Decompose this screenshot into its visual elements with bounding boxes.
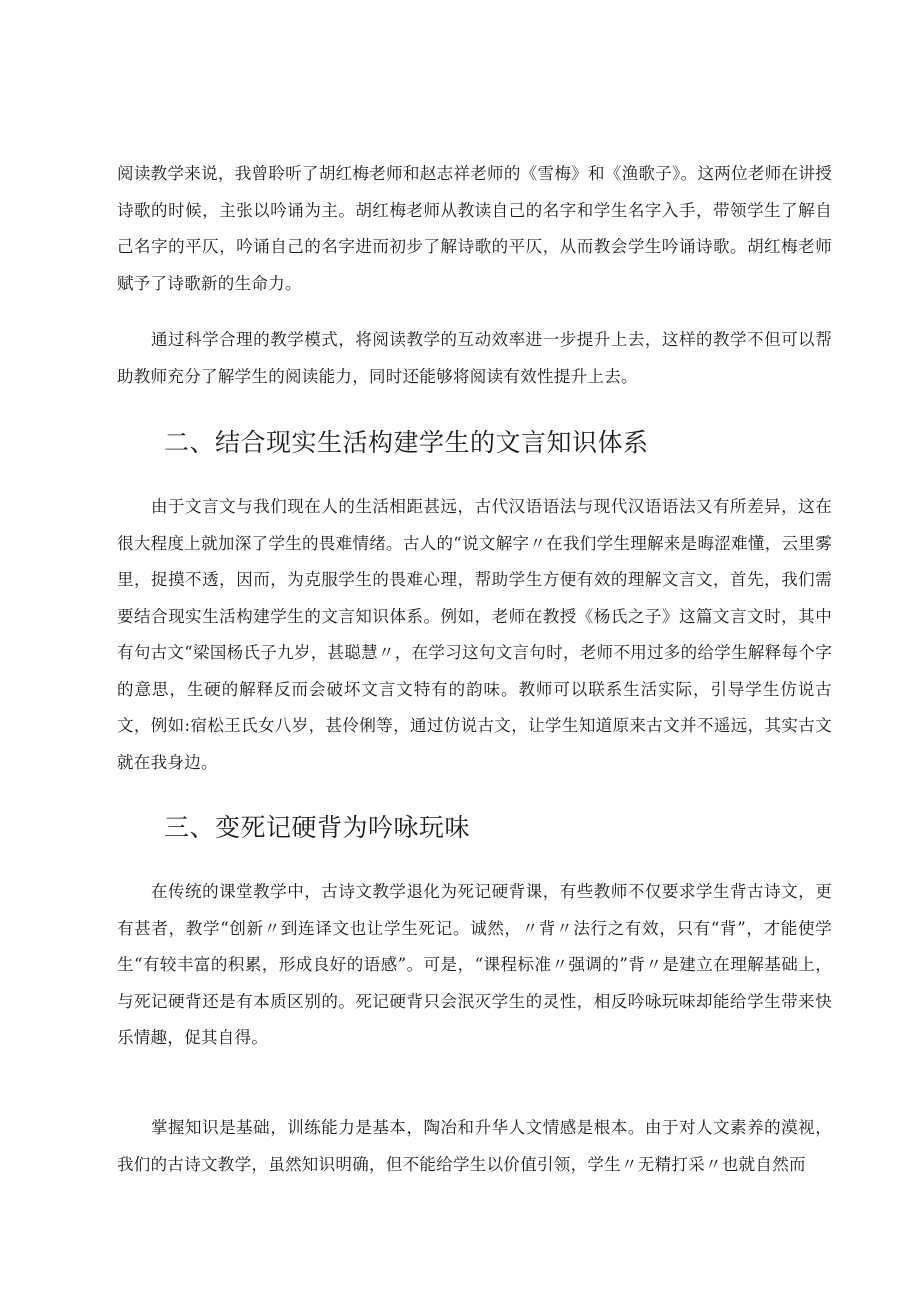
paragraph-knowledge-foundation: 掌握知识是基础，训练能力是基本，陶冶和升华人文情感是根本。由于对人文素养的漠视，我们的古诗文教学，虽然知识明确，但不能给学生以价值引领，学生〃无精打采〃也就自然而 xyxy=(117,1118,832,1174)
paragraph-reading-teaching-example: 阅读教学来说，我曾聆听了胡红梅老师和赵志祥老师的《雪梅》和《渔歌子》。这两位老师在讲授诗歌的时候，主张以吟诵为主。胡红梅老师从教读自己的名字和学生名字入手，带领学生了解自己名字的平仄，吟诵自己的名字进而初步了解诗歌的平仄，从而教会学生吟诵诗歌。胡红梅老师赋予了诗歌新的生命力。 xyxy=(117,164,832,293)
section-heading-3: 三、变死记硬背为吟咏玩味 xyxy=(164,813,471,842)
paragraph-teaching-mode: 通过科学合理的教学模式，将阅读教学的互动效率进一步提升上去，这样的教学不但可以帮助教师充分了解学生的阅读能力，同时还能够将阅读有效性提升上去。 xyxy=(117,330,832,386)
paragraph-rote-memorization: 在传统的课堂教学中，古诗文教学退化为死记硬背课，有些教师不仅要求学生背古诗文，更有甚者，教学“创新〃到连译文也让学生死记。诚然，〃背〃法行之有效，只有“背”，才能使学生“有较丰富的积累，形成良好的语感”。可是，“课程标准〃强调的”背〃是建立在理解基础上，与死记硬背还是有本质区别的。死记硬背只会泯灭学生的灵性，相反吟咏玩味却能给学生带来快乐情趣，促其自得。 xyxy=(117,882,832,1047)
paragraph-classical-chinese-knowledge: 由于文言文与我们现在人的生活相距甚远，古代汉语语法与现代汉语语法又有所差异，这在很大程度上就加深了学生的畏难情绪。古人的“说文解字〃在我们学生理解来是晦涩难懂，云里雾里，捉摸不透，因而，为克服学生的畏难心理，帮助学生方便有效的理解文言文，首先，我们需要结合现实生活构建学生的文言知识体系。例如，老师在教授《杨氏之子》这篇文言文时，其中有句古文“梁国杨氏子九岁，甚聪慧〃，在学习这句文言句时，老师不用过多的给学生解释每个字的意思，生硬的解释反而会破坏文言文特有的韵味。教师可以联系生活实际，引导学生仿说古文，例如:宿松王氏女八岁，甚伶俐等，通过仿说古文，让学生知道原来古文并不遥远，其实古文就在我身边。 xyxy=(117,497,832,772)
section-heading-2: 二、结合现实生活构建学生的文言知识体系 xyxy=(164,428,649,457)
